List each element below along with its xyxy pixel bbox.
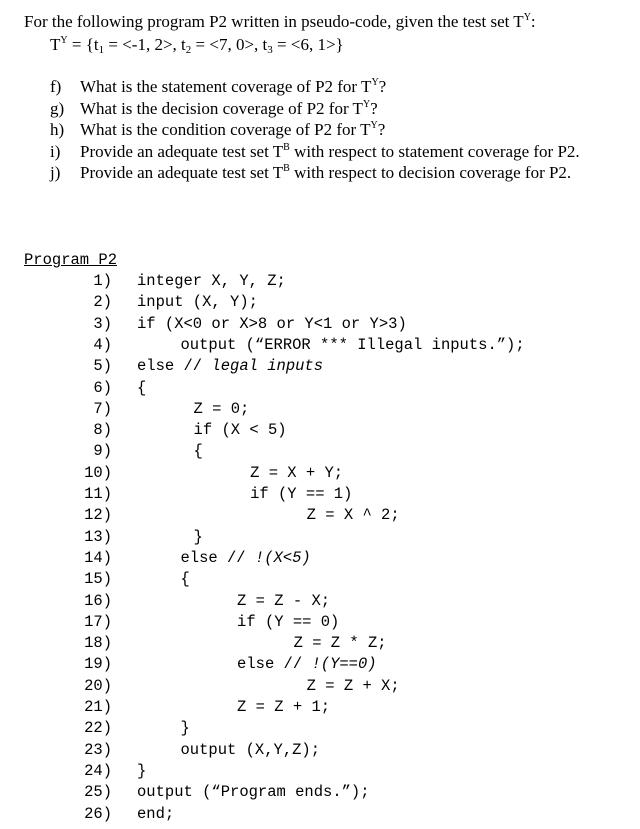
code-text	[237, 655, 377, 673]
code-statement: if (Y == 1)	[250, 485, 353, 503]
question-tail: ?	[370, 98, 378, 118]
code-statement: Z = Z + 1;	[237, 698, 331, 716]
code-text	[181, 719, 190, 737]
code-text	[137, 272, 286, 290]
question-label: j)	[50, 163, 61, 182]
question-list	[50, 77, 580, 185]
code-text	[250, 485, 352, 503]
question-item	[50, 77, 580, 99]
code-text	[181, 336, 525, 354]
line-number: 1)	[93, 272, 112, 290]
code-text	[137, 805, 174, 823]
code-statement: else //	[180, 548, 255, 567]
code-text	[237, 613, 339, 631]
intro-text: For the following program P2 written in pseudo-code, given the test set $T^Y$:	[24, 12, 536, 31]
question-superscript: Y	[370, 120, 378, 131]
question-label: i)	[50, 141, 61, 161]
code-statement: Z = X ^ 2;	[306, 506, 400, 525]
code-text	[137, 762, 146, 780]
line-number: 15)	[84, 570, 112, 589]
question-item	[50, 163, 580, 185]
code-text	[307, 506, 400, 524]
code-text	[137, 357, 323, 375]
line-number: 22)	[84, 719, 112, 738]
code-text	[181, 549, 311, 567]
question-superscript: Y	[362, 98, 371, 110]
code-text	[137, 379, 146, 397]
code-text	[250, 464, 343, 482]
code-text	[194, 442, 203, 460]
code-text	[237, 698, 330, 716]
code-statement: {	[137, 378, 147, 397]
code-statement: else //	[137, 357, 212, 376]
question-item	[50, 120, 580, 142]
code-statement: Z = Z + X;	[306, 676, 400, 695]
line-number: 13)	[84, 527, 112, 546]
code-statement: integer X, Y, Z;	[137, 272, 286, 290]
question-text: What is the statement coverage of P2 for T	[80, 77, 372, 96]
question-label: h)	[50, 120, 65, 139]
question-tail: with respect to decision coverage for P2.	[289, 163, 572, 182]
question-item	[50, 99, 580, 121]
line-number: 18)	[84, 634, 112, 653]
question-item	[50, 142, 580, 164]
code-statement: {	[180, 570, 190, 589]
program-title: Program P2	[24, 251, 118, 269]
line-number: 5)	[93, 357, 112, 376]
question-text: Provide an adequate test set T	[80, 163, 284, 182]
line-number: 10)	[84, 463, 112, 482]
code-statement: if (X<0 or X>8 or Y<1 or Y>3)	[137, 314, 407, 333]
line-number: 21)	[84, 698, 112, 716]
code-statement: if (Y == 0)	[237, 612, 340, 631]
code-statement: output (“Program ends.”);	[137, 783, 370, 802]
line-number: 11)	[84, 485, 112, 503]
line-number: 4)	[93, 335, 112, 354]
question-text: What is the decision coverage of P2 for T	[80, 98, 363, 118]
question-tail: ?	[377, 120, 386, 139]
line-number: 6)	[93, 378, 112, 397]
code-text	[194, 421, 287, 439]
code-text	[181, 570, 190, 588]
line-number: 19)	[84, 655, 112, 674]
line-number: 25)	[84, 783, 112, 802]
line-number: 17)	[84, 612, 112, 631]
code-text	[194, 528, 203, 546]
code-statement: }	[180, 719, 190, 738]
question-text: Provide an adequate test set T	[80, 141, 284, 161]
line-number: 8)	[93, 421, 112, 440]
code-text	[307, 677, 400, 695]
code-statement: output (X,Y,Z);	[180, 740, 321, 759]
code-statement: end;	[137, 804, 175, 823]
code-text	[237, 592, 330, 610]
code-statement: }	[137, 761, 147, 780]
code-statement: Z = X + Y;	[250, 463, 344, 482]
line-number: 14)	[84, 548, 112, 567]
line-number: 3)	[93, 314, 112, 333]
question-label: f)	[50, 77, 62, 96]
line-number: 12)	[84, 506, 112, 525]
question-superscript: B	[283, 163, 290, 174]
code-text	[137, 293, 258, 311]
question-tail: with respect to statement coverage for P2.	[289, 141, 580, 161]
code-text	[137, 315, 407, 333]
code-text	[137, 783, 370, 801]
test-set-definition: $T^Y = \{t_1 = <-1$, 2>, $t_2 = <7$, 0>, $t_3 = <6$, 1>}	[50, 35, 344, 56]
line-number: 7)	[93, 399, 112, 418]
question-superscript: B	[283, 141, 290, 153]
question-tail: ?	[378, 77, 387, 96]
code-comment: !(X<5)	[254, 548, 311, 567]
code-text	[194, 400, 250, 418]
code-statement: Z = 0;	[193, 399, 250, 418]
code-statement: Z = Z - X;	[237, 591, 331, 610]
code-statement: input (X, Y);	[137, 293, 258, 312]
question-superscript: Y	[371, 77, 379, 88]
code-statement: {	[193, 442, 203, 461]
code-text	[294, 634, 387, 652]
code-statement: output (“ERROR *** Illegal inputs.”);	[180, 335, 525, 354]
code-comment: !(Y==0)	[311, 655, 377, 674]
line-number: 26)	[84, 804, 112, 823]
code-statement: if (X < 5)	[193, 421, 287, 440]
line-number: 2)	[93, 293, 112, 312]
line-number: 24)	[84, 761, 112, 780]
line-number: 9)	[93, 442, 112, 461]
question-label: g)	[50, 98, 65, 118]
code-comment: legal inputs	[211, 357, 324, 376]
code-statement: Z = Z * Z;	[293, 634, 387, 653]
line-number: 20)	[84, 676, 112, 695]
code-statement: }	[193, 527, 203, 546]
line-number: 23)	[84, 740, 112, 759]
code-text	[181, 741, 321, 759]
line-number: 16)	[84, 591, 112, 610]
code-statement: else //	[237, 655, 312, 674]
question-text: What is the condition coverage of P2 for T	[80, 120, 371, 139]
